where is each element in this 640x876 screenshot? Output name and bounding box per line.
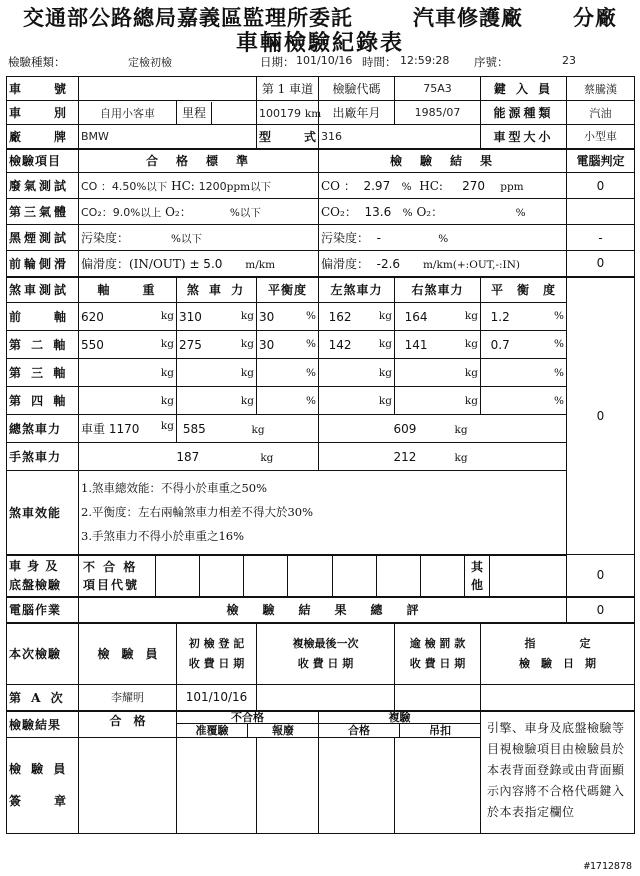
kg-unit: kg: [240, 337, 254, 350]
axle-right: 141: [404, 337, 428, 352]
third-gas-label: 第三氣體: [7, 199, 79, 225]
axle-balance: 30: [259, 337, 275, 352]
total-brake-label: 總煞車力: [7, 415, 79, 443]
axle-left: 142: [328, 337, 352, 352]
third-gas-row: [7, 199, 635, 225]
body-check-label-1: 車 身 及: [9, 558, 59, 573]
total-brake-row: [7, 415, 635, 443]
wheel-res-unit: m/km(+:OUT,-:IN): [422, 258, 520, 271]
fail-code-cell: [156, 556, 200, 596]
recheck-head-1: 複檢最後一次: [292, 636, 359, 650]
res-co2: 13.6: [364, 205, 392, 219]
first-time-inspector: 李耀明: [79, 685, 177, 711]
kg-unit: kg: [454, 423, 468, 436]
energy-label: 能源種類: [481, 101, 567, 125]
std-co-unit: %以下: [136, 180, 168, 193]
kg-unit: kg: [464, 394, 478, 407]
wheel-row: [7, 251, 635, 277]
computer-judge: 0: [567, 597, 635, 623]
std-o2-label: O₂：: [165, 205, 192, 219]
car-weight-label: 車重: [81, 422, 106, 436]
first-head-2: 收 費 日 期: [188, 656, 245, 670]
emission-row: [7, 173, 635, 199]
res-co: 2.97: [363, 179, 391, 193]
wheel-label: 前輪側滑: [7, 251, 79, 277]
wheel-std: ± 5.0: [189, 256, 223, 271]
axle-left: 162: [328, 309, 352, 324]
designated-head-1: 指 定: [524, 636, 591, 650]
other-value: [490, 556, 567, 596]
designated-head-2: 檢 驗 日 期: [519, 656, 596, 670]
car-weight: 1170: [108, 422, 140, 436]
axle-row-second: [7, 331, 635, 359]
hand-brake-label: 手煞車力: [7, 443, 79, 471]
res-co2-unit: %: [402, 207, 413, 219]
energy-value: 汽油: [567, 101, 635, 125]
model-label: 型 式: [257, 125, 319, 149]
std-co2: CO₂：9.0: [81, 206, 131, 219]
kg-unit: kg: [454, 451, 468, 464]
computer-label: 電腦作業: [7, 597, 79, 623]
wheel-std-unit: m/km: [245, 258, 276, 271]
std-hc-unit: ppm以下: [226, 180, 272, 193]
column-header-row: [7, 149, 635, 173]
axle-row-third: [7, 359, 635, 387]
col-standard: 合 格 標 準: [79, 149, 319, 173]
kg-unit: kg: [160, 394, 174, 407]
fail-label-2: 項目代號: [83, 577, 140, 592]
this-check-row: [7, 623, 635, 685]
sign-label-2: 簽 章: [9, 794, 70, 808]
recheck-result-head: 複驗: [319, 712, 480, 724]
fail-head: 不合格: [177, 712, 318, 724]
pct-unit: %: [554, 394, 564, 407]
year-value: 1985/07: [395, 101, 481, 125]
pct-unit: %: [554, 366, 564, 379]
std-co2-unit: %以上: [130, 207, 162, 219]
axle-row-fourth: [7, 387, 635, 415]
kg-unit: kg: [378, 309, 392, 322]
body-check-row: [7, 555, 635, 597]
time-label: 時間：: [362, 55, 397, 69]
efficiency-note-2: 2.平衡度：左右兩輪煞車力相差不得大於30%: [81, 505, 314, 520]
kg-unit: kg: [378, 394, 392, 407]
kg-unit: kg: [160, 337, 174, 350]
recheck-head-2: 收 費 日 期: [297, 656, 354, 670]
kg-unit: kg: [240, 394, 254, 407]
fail-code-cell: [332, 556, 376, 596]
smoke-res-label: 污染度：: [321, 231, 370, 245]
pass-head: 合 格: [79, 711, 177, 738]
date: 101/10/16: [296, 54, 353, 67]
computer-summary: 檢 驗 結 果 總 評: [79, 597, 567, 623]
kg-unit: kg: [378, 337, 392, 350]
fail-label-1: 不 合 格: [83, 559, 138, 574]
sign-hold-cell: [395, 737, 481, 833]
fail-code-cell: [376, 556, 420, 596]
emission-judge: 0: [567, 173, 635, 199]
axle-label: 第 四 軸: [7, 387, 79, 415]
brake-header-row: [7, 277, 635, 303]
fail-code-cell: [288, 556, 332, 596]
fail-code-cell: [200, 556, 244, 596]
plate-label: 車 號: [7, 77, 79, 101]
lane-label: 第 1 車道: [257, 77, 319, 101]
pct-unit: %: [306, 366, 316, 379]
plate-value: [79, 77, 257, 101]
smoke-std: 污染度：: [81, 231, 130, 245]
fail-code-cell: [420, 556, 464, 596]
std-o2-unit: %以下: [229, 207, 261, 219]
brake-force-head: 煞 車 力: [177, 277, 257, 303]
kg-unit: kg: [378, 366, 392, 379]
kg-unit: kg: [160, 309, 174, 322]
total-brake-std: 585: [182, 421, 206, 436]
axle-row-front: [7, 303, 635, 331]
left-head: 左煞車力: [319, 277, 395, 303]
sign-allow-cell: [177, 737, 257, 833]
efficiency-note-1: 1.煞車總效能：不得小於車重之50%: [81, 481, 268, 496]
seq-label: 序號：: [474, 55, 509, 69]
wheel-std-label: 偏滑度：(IN/OUT): [81, 256, 186, 271]
col-item: 檢驗項目: [7, 149, 79, 173]
entry-label: 鍵 入 員: [481, 77, 567, 101]
kg-unit: kg: [464, 309, 478, 322]
first-time-row: [7, 685, 635, 711]
type-value: 自用小客車: [79, 101, 177, 125]
axle-balance2: 0.7: [490, 337, 510, 352]
form-subtitle: 車輛檢驗紀錄表: [235, 30, 404, 56]
right-head: 右煞車力: [395, 277, 481, 303]
total-brake-res: 609: [393, 421, 417, 436]
inspection-type: 定檢初檢: [128, 56, 172, 69]
axle-balance2: 1.2: [490, 309, 510, 324]
result-row: [7, 711, 635, 738]
pct-unit: %: [306, 309, 316, 322]
kg-unit: kg: [240, 309, 254, 322]
computer-row: [7, 597, 635, 623]
mileage-unit: km: [304, 107, 322, 120]
body-check-label-2: 底盤檢驗: [9, 577, 62, 592]
col-result: 檢 驗 結 果: [319, 149, 567, 173]
efficiency-note-3: 3.手煞車力不得小於車重之16%: [81, 529, 245, 544]
balance2-head: 平 衡 度: [481, 277, 567, 303]
result-note: 引擎、車身及底盤檢驗等目視檢驗項目由檢驗員於本表背面登錄或由背面顯示內容將不合格代碼鍵入於本表指定欄位: [481, 711, 635, 834]
first-time-date: 101/10/16: [177, 685, 257, 711]
kg-unit: kg: [240, 366, 254, 379]
mileage-label: 里程: [177, 102, 212, 124]
balance-head: 平衡度: [257, 277, 319, 303]
std-hc-label: HC:: [171, 178, 195, 193]
pct-unit: %: [306, 394, 316, 407]
penalty-head-1: 逾 檢 罰 款: [409, 636, 466, 650]
body-check-judge: 0: [567, 555, 635, 597]
efficiency-label: 煞車效能: [7, 471, 79, 555]
smoke-res-unit: %: [438, 233, 449, 245]
allow-head: 准覆驗: [177, 724, 248, 737]
res-hc-label: HC:: [419, 179, 443, 193]
sign-pass-cell: [79, 737, 177, 833]
inspector-head: 檢 驗 員: [79, 623, 177, 685]
kg-unit: kg: [260, 451, 274, 464]
document-stamp: #1712878: [583, 861, 632, 872]
size-label: 車型大小: [481, 125, 567, 149]
sign-scrap-cell: [257, 737, 319, 833]
brand-value: BMW: [79, 125, 257, 149]
vehicle-row-3: [7, 125, 635, 149]
pct-unit: %: [554, 337, 564, 350]
axle-balance: 30: [259, 309, 275, 324]
size-value: 小型車: [567, 125, 635, 149]
pct-unit: %: [554, 309, 564, 322]
first-time-label: 第 A 次: [7, 685, 79, 711]
res-co2-label: CO₂：: [321, 205, 357, 219]
kg-unit: kg: [464, 366, 478, 379]
wheel-res-label: 偏滑度：: [321, 256, 370, 271]
sign-label-1: 檢 驗 員: [9, 762, 69, 776]
vehicle-row-2: [7, 101, 635, 125]
vehicle-row-1: [7, 77, 635, 101]
brake-judge: 0: [567, 277, 635, 555]
smoke-label: 黑煙測試: [7, 225, 79, 251]
inspection-type-label: 檢驗種類：: [8, 55, 66, 69]
seq: 23: [562, 54, 576, 67]
axle-label: 第 二 軸: [7, 331, 79, 359]
result-label: 檢驗結果: [7, 711, 79, 738]
time: 12:59:28: [400, 54, 450, 67]
kg-unit: kg: [160, 366, 174, 379]
res-co-unit: %: [401, 181, 412, 193]
pct-unit: %: [306, 337, 316, 350]
mileage-value: 100179: [259, 106, 301, 120]
smoke-judge: -: [567, 225, 635, 251]
axle-label: 前 軸: [7, 303, 79, 331]
wheel-judge: 0: [567, 251, 635, 277]
entry-value: 蔡騰漢: [567, 77, 635, 101]
penalty-head-2: 收 費 日 期: [409, 656, 466, 670]
sign-pass2-cell: [319, 737, 395, 833]
axle-weight: 620: [81, 309, 104, 324]
std-hc: 1200: [198, 179, 227, 193]
other-label-2: 他: [470, 577, 483, 592]
res-hc-unit: ppm: [500, 181, 524, 193]
form-title: 交通部公路總局嘉義區監理所委託 汽車修護廠 分廠: [23, 5, 617, 30]
res-co-label: CO ：: [321, 179, 356, 193]
year-label: 出廠年月: [319, 101, 395, 125]
kg-unit: kg: [160, 420, 174, 432]
wheel-res: -2.6: [376, 256, 401, 271]
info-bar: [0, 52, 640, 70]
hand-brake-row: [7, 443, 635, 471]
brake-label: 煞車測試: [7, 277, 79, 303]
emission-label: 廢氣測試: [7, 173, 79, 199]
axle-weight-head: 軸 重: [79, 277, 177, 303]
this-check-label: 本次檢驗: [7, 623, 79, 685]
axle-force: 275: [179, 337, 202, 352]
axle-label: 第 三 軸: [7, 359, 79, 387]
fail-code-cell: [244, 556, 288, 596]
fail-code-grid: [79, 556, 566, 596]
smoke-std-unit: %以下: [170, 233, 202, 245]
axle-right: 164: [404, 309, 428, 324]
kg-unit: kg: [251, 423, 265, 436]
res-hc: 270: [462, 179, 485, 193]
brand-label: 廠 牌: [7, 125, 79, 149]
date-label: 日期：: [260, 55, 295, 69]
pass2-head: 合格: [319, 724, 400, 737]
res-o2-label: O₂：: [416, 205, 444, 219]
axle-force: 310: [179, 309, 202, 324]
inspection-table: [6, 76, 635, 834]
smoke-res: -: [376, 231, 381, 245]
smoke-row: [7, 225, 635, 251]
kg-unit: kg: [464, 337, 478, 350]
code-label: 檢驗代碼: [319, 77, 395, 101]
efficiency-row: [7, 471, 635, 555]
model-value: 316: [319, 125, 481, 149]
hand-brake-std: 187: [176, 449, 200, 464]
other-label-1: 其: [470, 559, 483, 574]
std-co: CO ：4.50: [81, 179, 137, 193]
axle-weight: 550: [81, 337, 104, 352]
code-value: 75A3: [395, 77, 481, 101]
type-label: 車 別: [7, 101, 79, 125]
hand-brake-res: 212: [393, 449, 417, 464]
col-judge: 電腦判定: [567, 149, 635, 173]
res-o2-unit: %: [515, 207, 526, 219]
scrap-head: 報廢: [272, 723, 294, 737]
first-head-1: 初 檢 登 記: [188, 636, 245, 650]
hold-head: 吊扣: [429, 723, 451, 737]
